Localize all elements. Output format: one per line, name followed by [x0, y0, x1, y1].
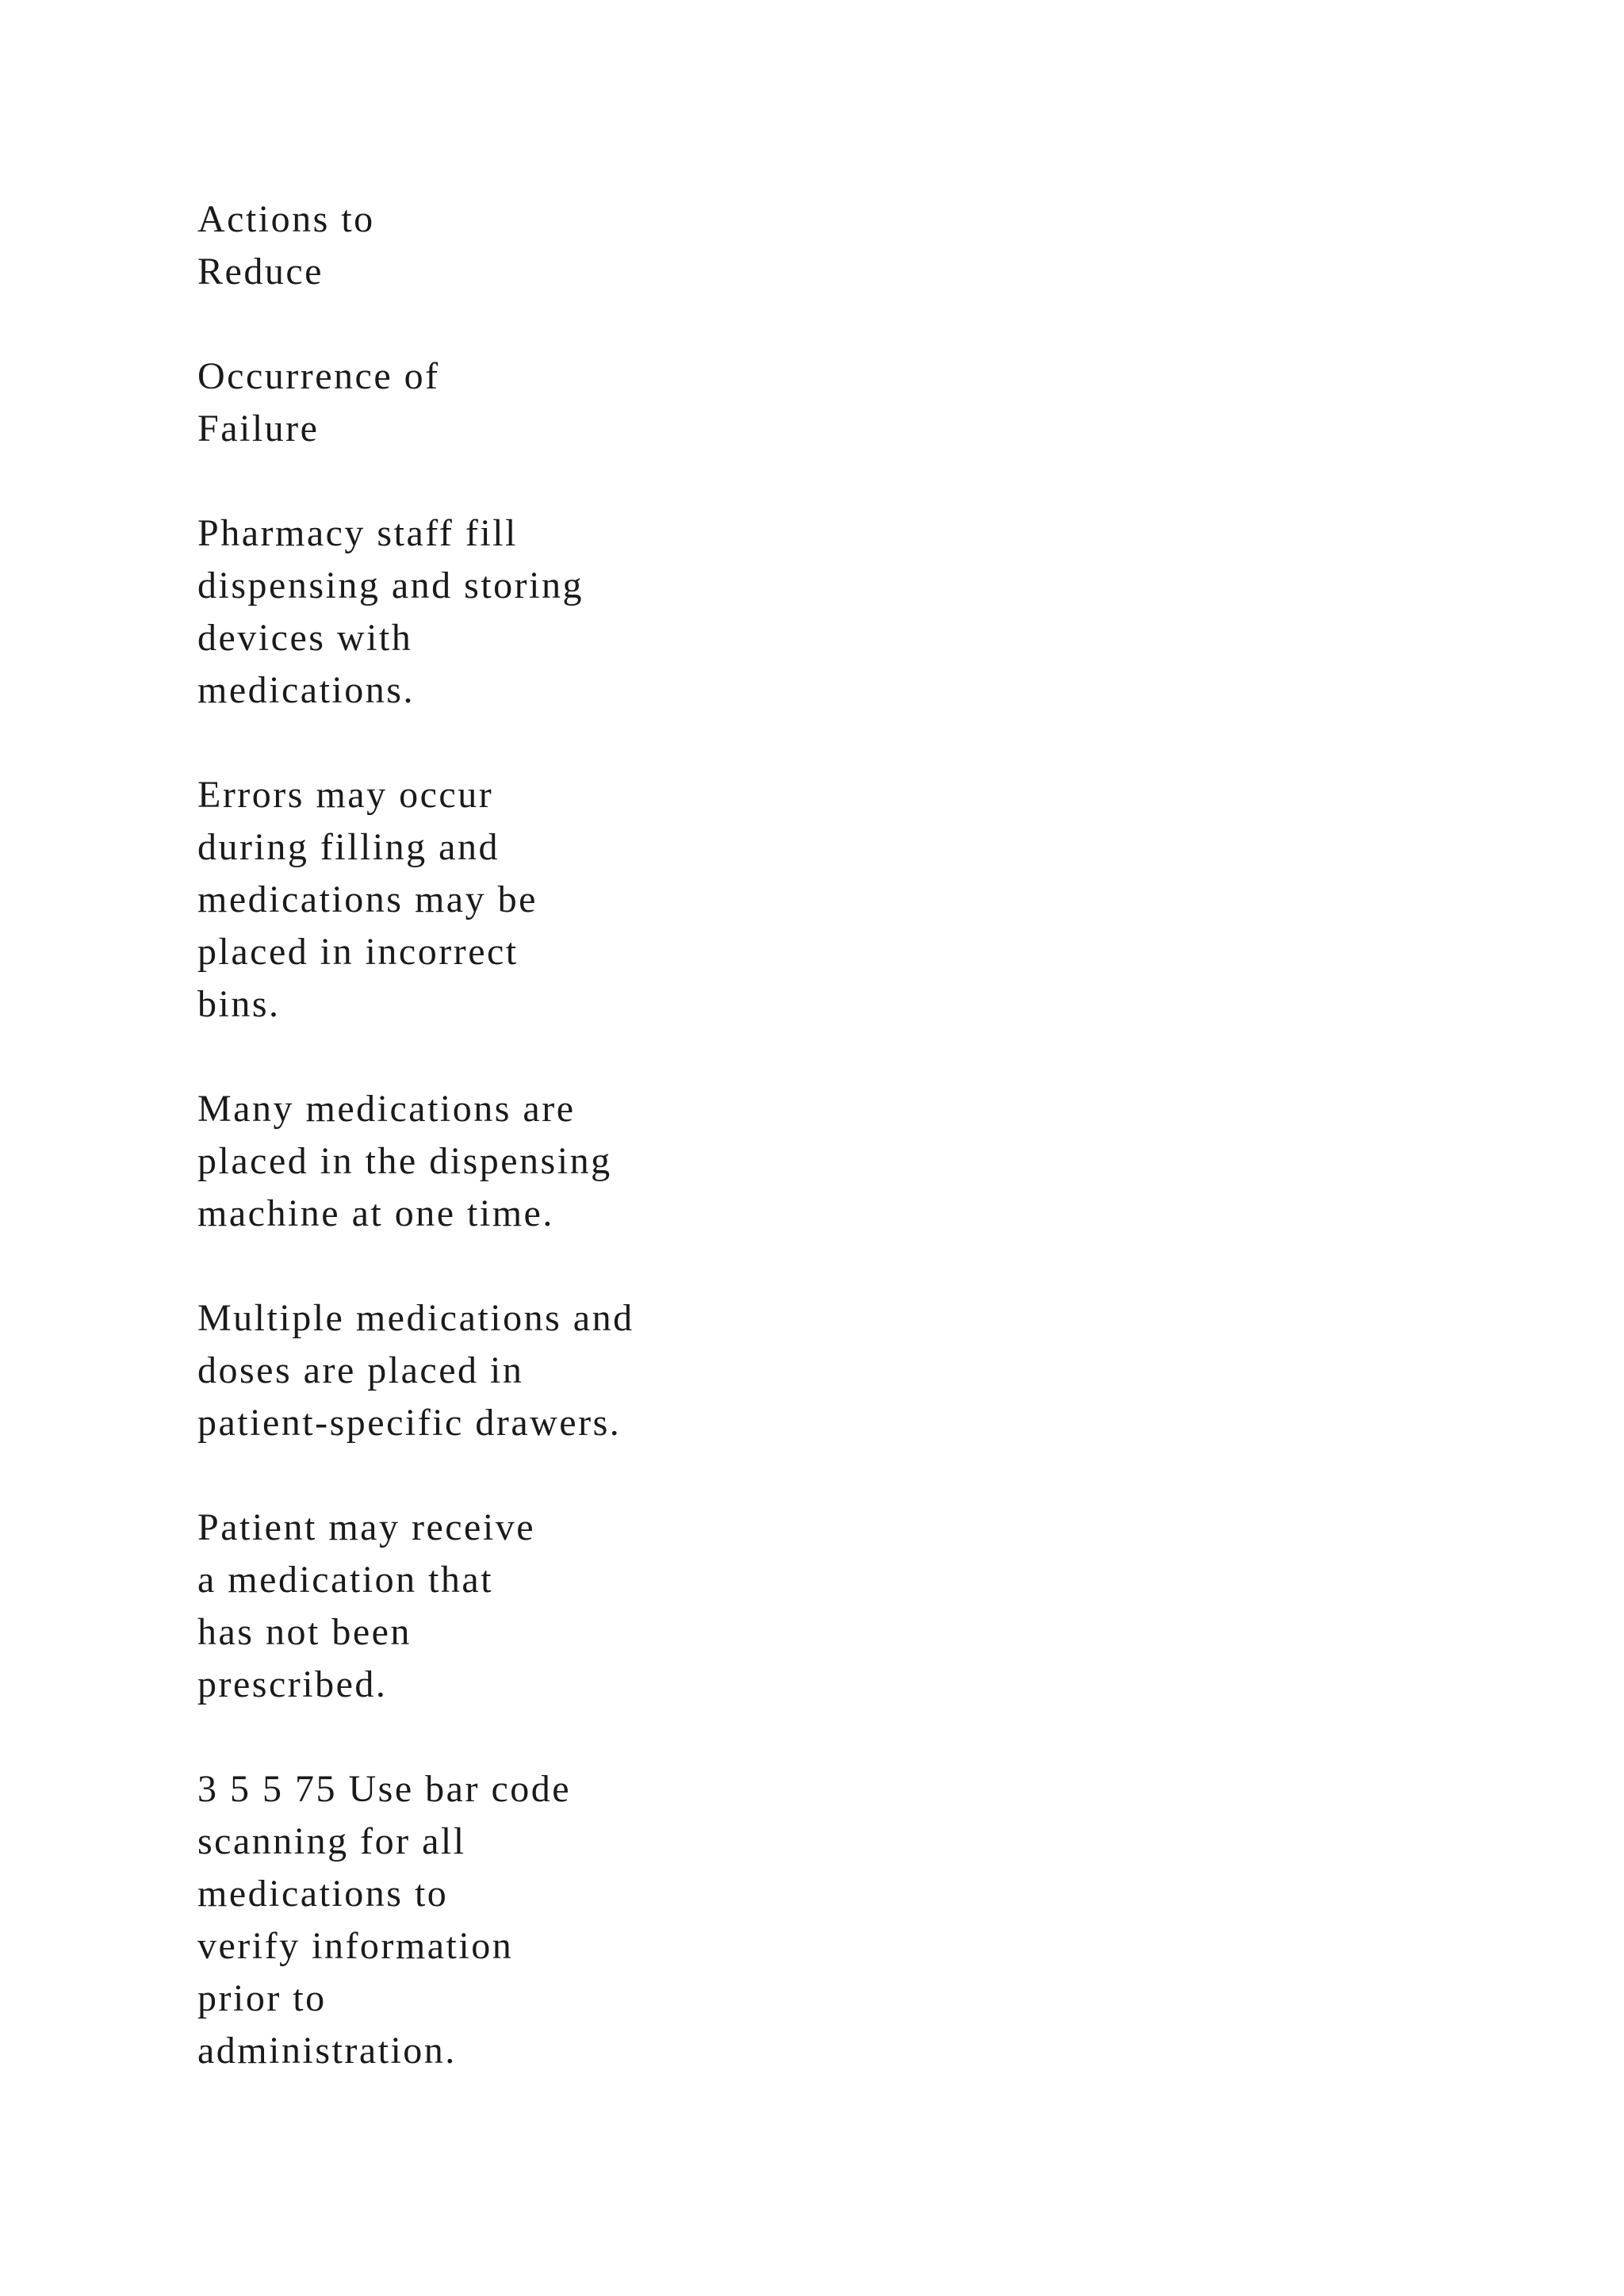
text-line: patient-specific drawers. [197, 1402, 622, 1444]
text-line: has not been [197, 1611, 412, 1653]
text-line: machine at one time. [197, 1192, 554, 1234]
text-line: Occurrence of [197, 355, 440, 397]
paragraph-multiple-medications [197, 1292, 1466, 1449]
text-line: medications to [197, 1873, 449, 1915]
text-line: administration. [197, 2030, 457, 2072]
document-body [197, 193, 1466, 2077]
paragraph-bar-code-action [197, 1763, 1466, 2077]
text-line: verify information [197, 1925, 514, 1967]
text-line: scanning for all [197, 1820, 466, 1862]
text-line: prior to [197, 1977, 327, 2019]
text-line: Actions to [197, 198, 375, 240]
text-line: bins. [197, 983, 281, 1025]
text-line: placed in incorrect [197, 931, 519, 973]
paragraph-many-medications [197, 1083, 1466, 1240]
text-line: Multiple medications and [197, 1297, 634, 1339]
paragraph-patient-may-receive [197, 1502, 1466, 1711]
text-line: a medication that [197, 1559, 494, 1601]
text-line: Errors may occur [197, 774, 494, 816]
text-line: doses are placed in [197, 1349, 524, 1391]
text-line: Many medications are [197, 1088, 576, 1130]
text-line: during filling and [197, 826, 500, 868]
text-line: devices with [197, 617, 413, 659]
text-line: prescribed. [197, 1663, 388, 1705]
text-line: Reduce [197, 251, 324, 293]
text-line: dispensing and storing [197, 564, 584, 607]
text-line: medications. [197, 669, 415, 711]
paragraph-pharmacy-staff [197, 507, 1466, 717]
text-line: 3 5 5 75 Use bar code [197, 1768, 572, 1810]
text-line: Patient may receive [197, 1506, 535, 1548]
paragraph-actions-heading [197, 193, 1466, 298]
text-line: placed in the dispensing [197, 1140, 612, 1182]
paragraph-errors [197, 769, 1466, 1031]
text-line: medications may be [197, 878, 538, 920]
text-line: Failure [197, 408, 320, 450]
text-line: Pharmacy staff fill [197, 512, 518, 554]
paragraph-occurrence-heading [197, 350, 1466, 455]
